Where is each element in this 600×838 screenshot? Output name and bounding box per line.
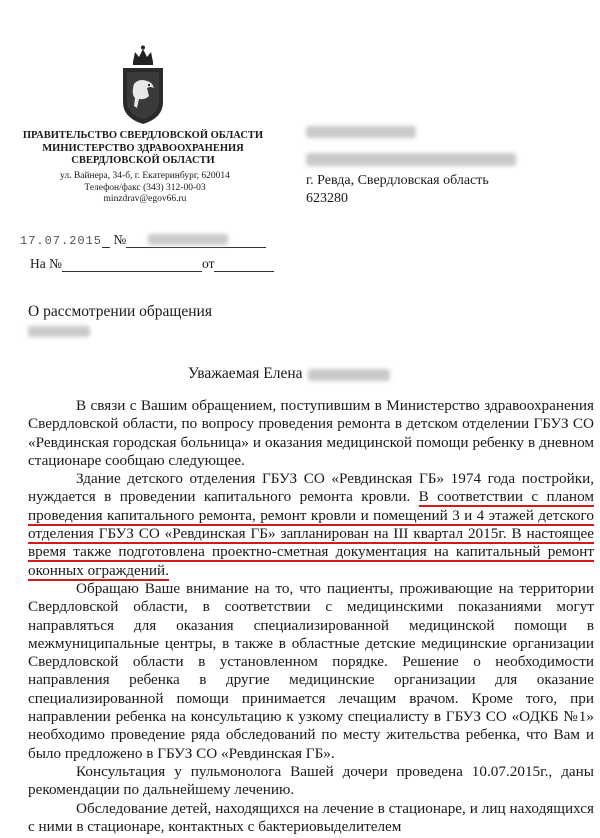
paragraph-text: Обследование детей, находящихся на лечение в стационаре, и лиц находящихся с ними в стационаре, контактных с бактериовыделителем xyxy=(28,799,594,835)
body-paragraph xyxy=(28,580,594,763)
organization-contacts xyxy=(30,171,260,206)
recipient-city: г. Ревда, Свердловская область xyxy=(306,173,489,188)
reply-number-label: На № xyxy=(30,256,62,271)
coat-of-arms-icon xyxy=(119,44,167,126)
organization-header xyxy=(18,130,268,168)
redacted-recipient-street xyxy=(306,153,516,166)
body-paragraph xyxy=(28,800,594,837)
reply-date-line xyxy=(214,258,274,272)
org-line-region: СВЕРДЛОВСКОЙ ОБЛАСТИ xyxy=(71,155,215,166)
reply-from-label: от xyxy=(202,256,215,271)
reply-registration xyxy=(30,256,274,272)
org-email: minzdrav@egov66.ru xyxy=(103,194,187,204)
redacted-addressee-name xyxy=(308,369,390,381)
redacted-recipient-name xyxy=(306,126,416,138)
reply-number-line xyxy=(62,258,202,272)
org-phone: Телефон/факс (343) 312-00-03 xyxy=(84,182,206,193)
letter-body xyxy=(28,397,594,836)
registration-date-stamp: 17.07.2015 xyxy=(20,234,103,248)
redacted-registration-number xyxy=(148,234,228,245)
letter-greeting xyxy=(188,365,303,383)
org-line-ministry: МИНИСТЕРСТВО ЗДРАВООХРАНЕНИЯ xyxy=(42,142,244,154)
paragraph-text: Обращаю Ваше внимание на то, что пациенты, проживающие на территории Свердловской области, в соответствии с медицинскими показаниями могут направляться для оказания специализированной медицинской помощи в межмуниципальные центры, в также в областные детские медицинские организации Свердловской области в установленном порядке. Решение о необходимости направления ребенка в другие медицинские организации для оказание специализированной помощи принимается лечащим врачом. Кроме того, при направлении ребенка на консультацию к узкому специалисту в ГБУЗ СО «ОДКБ №1» необходимо проведение ряда обследований по месту жительства ребенка, что Вам и было предложено в ГБУЗ СО «Ревдинская ГБ». xyxy=(28,579,594,762)
paragraph-text: Здание детского отделения ГБУЗ СО «Ревдинская ГБ» 1974 года постройки, нуждается в проведении капитального ремонта кровли. xyxy=(28,470,594,506)
letter-subject: О рассмотрении обращения xyxy=(28,303,212,320)
body-paragraph xyxy=(28,397,594,470)
greeting-text: Уважаемая Елена xyxy=(188,365,303,382)
redacted-subject-detail xyxy=(28,326,90,337)
recipient-postcode: 623280 xyxy=(306,191,348,206)
registration-number-label: № xyxy=(113,232,127,247)
org-address: ул. Вайнера, 34-б, г. Екатеринбург, 620014 xyxy=(60,171,230,181)
registration-number-line xyxy=(126,234,266,248)
paragraph-text: Консультация у пульмонолога Вашей дочери проведена 10.07.2015г., даны рекомендации по дальнейшему лечению. xyxy=(28,762,594,799)
body-paragraph xyxy=(28,763,594,800)
org-line-government: ПРАВИТЕЛЬСТВО СВЕРДЛОВСКОЙ ОБЛАСТИ xyxy=(22,130,264,141)
paragraph-text: В связи с Вашим обращением, поступившим в Министерство здравоохранения Свердловской области, по вопросу проведения ремонта в детском отделении ГБУЗ СО «Ревдинская городская больница» и оказания медицинской помощи ребенку в дневном стационаре сообщаю следующее. xyxy=(28,397,594,469)
outgoing-registration xyxy=(20,232,266,248)
body-paragraph xyxy=(28,470,594,580)
highlighted-text: В соответствии с планом проведения капитального ремонта, ремонт кровли и помещений 3 и 4 этажей детского отделения ГБУЗ СО «Ревдинская ГБ» запланирован на III квартал 2015г. В настоящее время также подготовлена проектно-сметная документация на капитальный ремонт оконных ограждений. xyxy=(28,488,594,579)
